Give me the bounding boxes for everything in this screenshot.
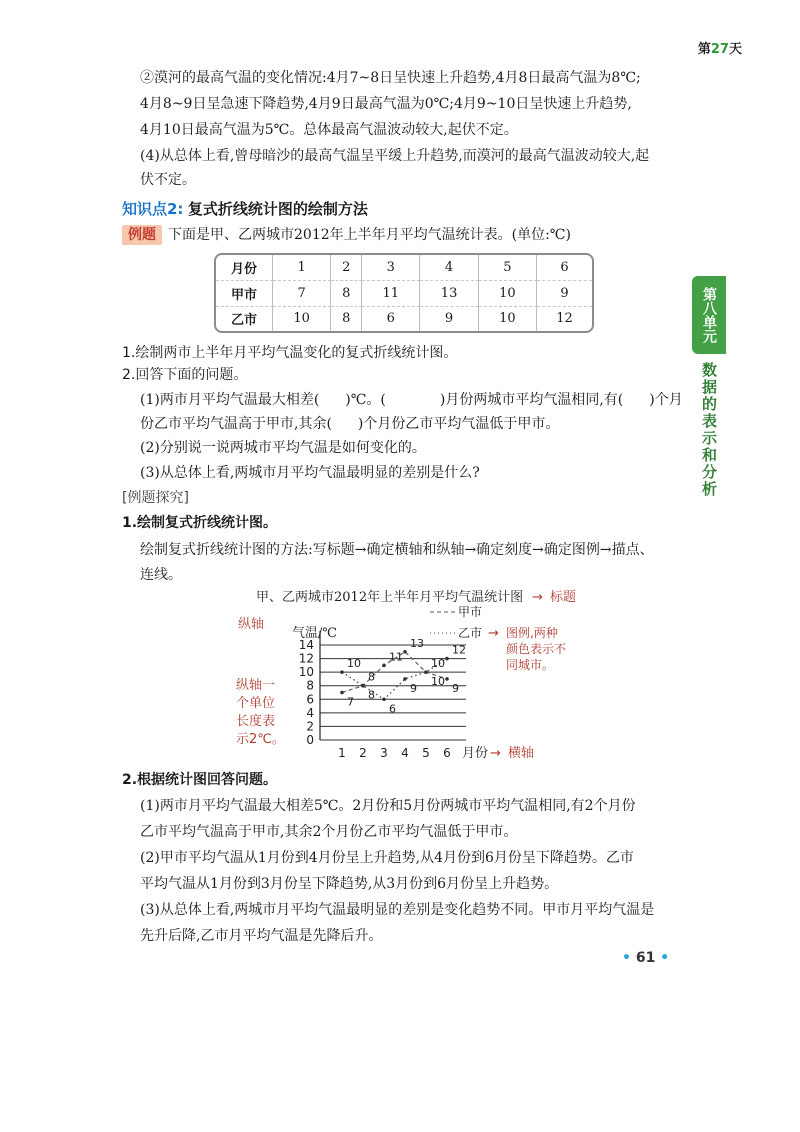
data-label: 12 [452, 643, 466, 657]
page-dot-left: • [622, 950, 636, 966]
answer-line: 先升后降,乙市月平均气温是先降后升。 [140, 928, 383, 944]
plot-area [299, 631, 466, 760]
question-2-1-cont [140, 414, 559, 434]
y-tick-label: 6 [306, 692, 314, 707]
x-tick-label: 1 [338, 746, 346, 760]
table-cell: 10 [479, 307, 537, 332]
temperature-table [214, 253, 594, 333]
table-cell: 10 [273, 307, 331, 332]
method-line: 绘制复式折线统计图的方法:写标题→确定横轴和纵轴→确定刻度→确定图例→描点、 [140, 542, 654, 558]
y-tick-label: 12 [298, 651, 314, 666]
legend-label-a: 甲市 [458, 605, 483, 619]
unit-tab: 第八单元 [692, 276, 726, 354]
knowledge-point-heading [122, 199, 368, 220]
table-cell: 7 [273, 281, 331, 307]
data-label: 9 [452, 681, 459, 695]
y-tick-label: 10 [298, 665, 314, 680]
table-cell: 12 [556, 311, 573, 327]
page-dot-right: • [655, 950, 670, 966]
day-prefix: 第 [697, 42, 711, 57]
data-label: 10 [431, 675, 445, 689]
data-label: 8 [368, 688, 375, 702]
unit-topic: 数据的表示和分析 [700, 362, 718, 498]
chart-title: 甲、乙两城市2012年上半年月平均气温统计图 [256, 590, 524, 605]
table-row-label: 乙市 [216, 307, 273, 332]
table-cell: 10 [479, 281, 537, 307]
table-cell: 8 [331, 307, 362, 332]
x-tick-label: 4 [401, 746, 409, 760]
unit-note: 纵轴一 [236, 678, 276, 693]
question-2-2: (2)分别说一说两城市平均气温是如何变化的。 [140, 440, 426, 456]
legend-note: 同城市。 [506, 658, 555, 672]
exploration-label: [例题探究] [122, 490, 189, 506]
intro-line: 4月10日最高气温为5℃。总体最高气温波动较大,起伏不定。 [140, 122, 518, 138]
q-text: (1)两市月平均气温最大相差( [140, 392, 320, 408]
title-note: 标题 [550, 590, 577, 605]
temperature-line-chart [230, 585, 610, 770]
question-2-1 [140, 390, 683, 410]
table-cell: 9 [420, 307, 478, 332]
data-point [403, 650, 407, 654]
legend-label-b: 乙市 [458, 626, 483, 640]
intro-line: ②漠河的最高气温的变化情况:4月7~8日呈快速上升趋势,4月8日最高气温为8℃; [140, 70, 641, 86]
knowledge-point-label: 知识点2: [122, 200, 184, 218]
table-cell: 9 [537, 281, 592, 307]
y-tick-label: 4 [306, 705, 314, 720]
y-axis-label: 气温/℃ [292, 626, 337, 641]
table-cell: 5 [479, 255, 537, 281]
data-label: 6 [389, 702, 396, 716]
data-point [382, 664, 386, 668]
day-number: 27 [710, 42, 729, 57]
q-text: )月份两城市平均气温相同,有( [439, 392, 624, 408]
data-label: 13 [410, 636, 424, 650]
x-tick-label: 6 [443, 746, 451, 760]
page-number [622, 950, 669, 966]
data-label: 10 [431, 657, 445, 671]
x-axis-note: 横轴 [508, 746, 535, 761]
day-suffix: 天 [728, 42, 742, 57]
answer-line: (3)从总体上看,两城市月平均气温最明显的差别是变化趋势不同。甲市月平均气温是 [140, 902, 655, 918]
legend-note: 图例,两种 [506, 626, 558, 640]
answer-line: 平均气温从1月份到3月份呈下降趋势,从3月份到6月份呈上升趋势。 [140, 876, 559, 892]
data-label: 10 [347, 657, 361, 671]
data-point [445, 657, 449, 661]
y-tick-label: 2 [306, 719, 314, 734]
q-text: )℃。( [345, 392, 386, 408]
table-cell: 6 [362, 307, 420, 332]
data-label: 7 [347, 695, 354, 709]
data-point [403, 677, 407, 681]
q-text: 份乙市平均气温高于甲市,其余( [140, 416, 332, 432]
exploration-step-1: 1.绘制复式折线统计图。 [122, 515, 278, 531]
y-axis-note: 纵轴 [238, 617, 265, 632]
table-cell: 4 [420, 255, 478, 281]
data-point [361, 684, 365, 688]
unit-note: 个单位 [236, 696, 276, 711]
table-row-label: 甲市 [216, 281, 273, 307]
unit-note: 长度表 [236, 714, 276, 729]
data-label: 11 [389, 650, 403, 664]
table-header-cell: 月份 [216, 255, 273, 281]
table-cell: 2 [331, 255, 362, 281]
legend-note-arrow: → [488, 626, 499, 641]
data-point [424, 670, 428, 674]
q-text: )个月 [649, 392, 683, 408]
data-point [340, 670, 344, 674]
table-cell: 3 [362, 255, 420, 281]
page-number-value: 61 [635, 950, 656, 966]
legend-note: 颜色表示不 [506, 642, 567, 656]
knowledge-point-title: 复式折线统计图的绘制方法 [187, 200, 368, 218]
title-note-arrow: → [532, 590, 543, 605]
table-row [216, 255, 592, 281]
y-tick-label: 8 [306, 678, 314, 693]
method-line: 连线。 [140, 567, 182, 583]
data-point [382, 697, 386, 701]
intro-line: (4)从总体上看,曾母暗沙的最高气温呈平缓上升趋势,而漠河的最高气温波动较大,起 [140, 148, 650, 164]
example-tag: 例题 [122, 225, 162, 245]
question-2-3: (3)从总体上看,两城市月平均气温最明显的差别是什么? [140, 465, 480, 481]
answer-line: 乙市平均气温高于甲市,其余2个月份乙市平均气温低于甲市。 [140, 824, 518, 840]
answer-line: (2)甲市平均气温从1月份到4月份呈上升趋势,从4月份到6月份呈下降趋势。乙市 [140, 850, 634, 866]
table-row [216, 307, 592, 332]
x-tick-label: 5 [422, 746, 430, 760]
table-cell: 13 [420, 281, 478, 307]
x-axis-label: 月份 [462, 746, 489, 761]
intro-line: 伏不定。 [140, 172, 196, 188]
x-axis-note-arrow: → [490, 746, 501, 761]
table-cell: 1 [273, 255, 331, 281]
data-point [340, 691, 344, 695]
table-cell: 8 [331, 281, 362, 307]
question-1: 1.绘制两市上半年月平均气温变化的复式折线统计图。 [122, 345, 458, 361]
table-cell: 11 [362, 281, 420, 307]
example-line [122, 225, 571, 245]
intro-line: 4月8~9日呈急速下降趋势,4月9日最高气温为0℃;4月9~10日呈快速上升趋势, [140, 96, 632, 112]
day-label [698, 38, 742, 57]
table-row [216, 281, 592, 307]
q-text: )个月份乙市平均气温低于甲市。 [357, 416, 560, 432]
data-point [445, 677, 449, 681]
x-tick-label: 3 [380, 746, 388, 760]
table-cell: 6 [537, 255, 592, 281]
question-2: 2.回答下面的问题。 [122, 367, 248, 383]
answers-heading: 2.根据统计图回答问题。 [122, 772, 278, 788]
example-text: 下面是甲、乙两城市2012年上半年月平均气温统计表。(单位:℃) [168, 227, 571, 243]
answer-line: (1)两市月平均气温最大相差5℃。2月份和5月份两城市平均气温相同,有2个月份 [140, 798, 636, 814]
unit-note: 示2℃。 [236, 732, 285, 747]
x-tick-label: 2 [359, 746, 367, 760]
data-label: 8 [368, 670, 375, 684]
y-tick-label: 14 [298, 638, 314, 652]
y-tick-label: 0 [306, 733, 314, 747]
data-label: 9 [410, 681, 417, 695]
